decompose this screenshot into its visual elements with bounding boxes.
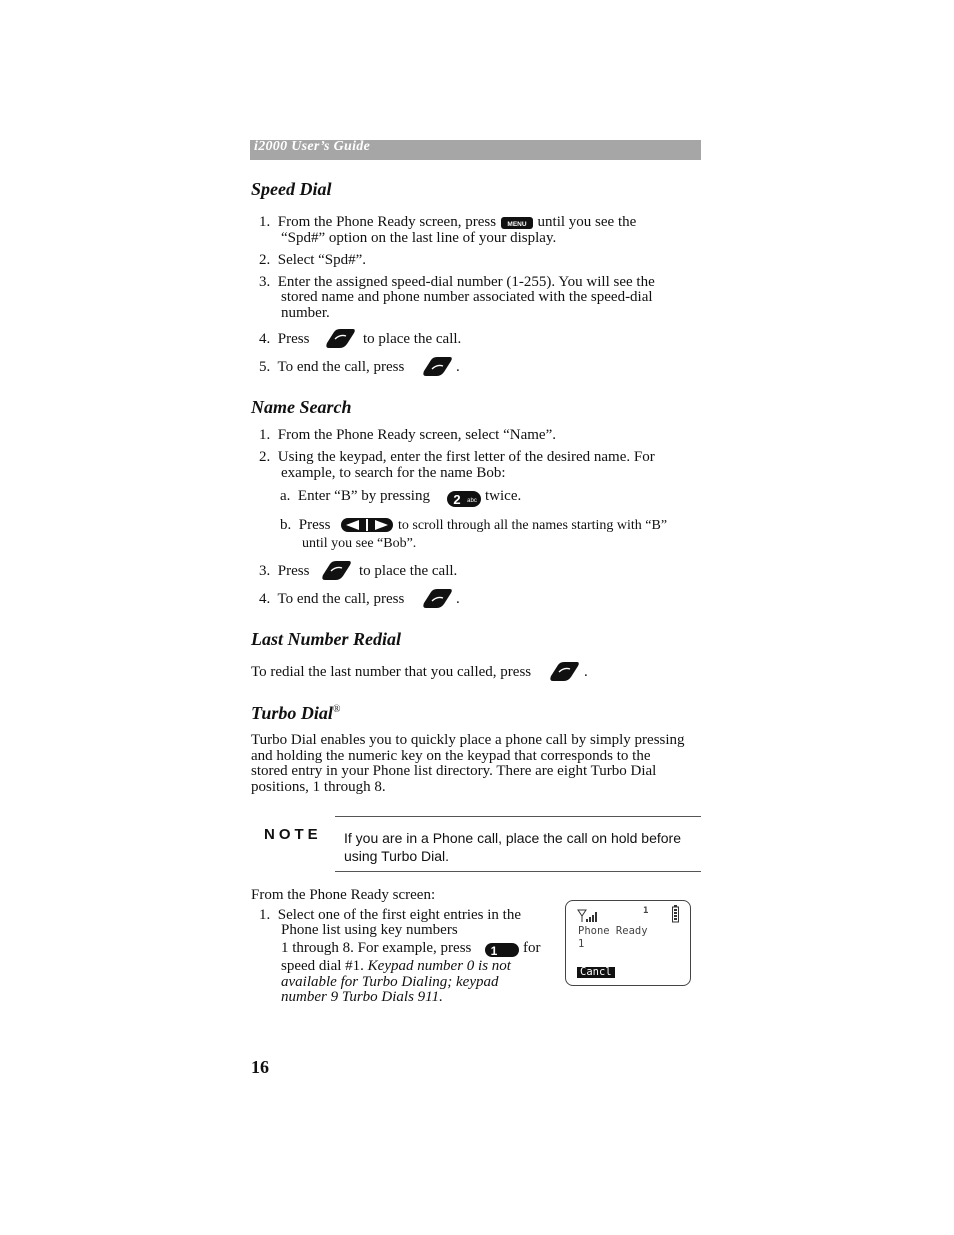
svg-text:abc: abc	[467, 498, 477, 504]
end-key-icon	[420, 588, 454, 610]
running-header: i2000 User’s Guide	[254, 139, 371, 154]
turbo-dial-heading: Turbo Dial®	[251, 703, 341, 723]
end-key-icon	[420, 356, 454, 378]
turbo-step-1-line3: 1 through 8. For example, press	[281, 940, 472, 956]
redial-text: To redial the last number that you called, press	[251, 664, 532, 680]
note-label: NOTE	[264, 826, 322, 843]
speed-dial-step-1: 1. From the Phone Ready screen, press MENU until you see the	[259, 214, 637, 230]
last-number-redial-heading: Last Number Redial	[251, 629, 402, 649]
speed-dial-step-5: 5. To end the call, press	[259, 359, 405, 375]
speed-dial-step-1-line2: “Spd#” option on the last line of your display.	[281, 230, 557, 246]
name-search-step-4: 4. To end the call, press	[259, 591, 405, 607]
turbo-dial-para-2: and holding the numeric key on the keypad that corresponds to the	[251, 748, 651, 764]
svg-text:1: 1	[490, 944, 498, 958]
name-search-step-1: 1. From the Phone Ready screen, select “Name”.	[259, 427, 556, 443]
turbo-dial-para-1: Turbo Dial enables you to quickly place a phone call by simply pressing	[251, 732, 685, 748]
battery-icon	[672, 905, 680, 923]
send-key-icon	[319, 560, 353, 582]
speed-dial-step-5-after: .	[456, 359, 460, 375]
name-search-step-3-after: to place the call.	[359, 563, 458, 579]
send-key-icon	[547, 661, 581, 683]
name-search-substep-b-line2: until you see “Bob”.	[302, 536, 417, 551]
speed-dial-step-3: 3. Enter the assigned speed-dial number (1-255). You will see the	[259, 274, 655, 290]
speed-dial-step-2: 2. Select “Spd#”.	[259, 252, 367, 268]
redial-text-after: .	[584, 664, 588, 680]
turbo-step-1-line6: number 9 Turbo Dials 911.	[281, 989, 443, 1005]
turbo-step-1: 1. Select one of the first eight entries in the	[259, 907, 522, 923]
softkey-cancel: Cancl	[577, 967, 615, 978]
note-text: If you are in a Phone call, place the call on hold before using Turbo Dial.	[344, 830, 681, 864]
key-2-abc-icon	[446, 490, 482, 508]
turbo-step-1-line5: available for Turbo Dialing; keypad	[281, 974, 499, 990]
svg-text:2: 2	[453, 492, 461, 507]
signal-strength-icon	[577, 909, 599, 923]
note-top-rule	[335, 816, 701, 817]
menu-key-icon	[500, 216, 534, 230]
from-screen-text: From the Phone Ready screen:	[251, 887, 436, 903]
turbo-dial-para-3: stored entry in your Phone list directory. There are eight Turbo Dial	[251, 763, 657, 779]
turbo-step-1-line2: Phone list using key numbers	[281, 922, 458, 938]
name-search-step-4-after: .	[456, 591, 460, 607]
display-line-2: 1	[578, 938, 585, 950]
turbo-step-1-line3-after: for	[523, 940, 541, 956]
key-1-icon	[484, 942, 520, 958]
turbo-step-1-line4: speed dial #1. Keypad number 0 is not	[281, 958, 511, 974]
speed-dial-step-4: 4. Press	[259, 331, 310, 347]
name-search-step-2-line2: example, to search for the name Bob:	[281, 465, 506, 481]
name-search-step-2: 2. Using the keypad, enter the first letter of the desired name. For	[259, 449, 655, 465]
line-indicator: 1	[643, 906, 649, 916]
speed-dial-heading: Speed Dial	[251, 179, 332, 199]
send-key-icon	[323, 328, 357, 350]
scroll-keys-icon	[340, 517, 394, 533]
name-search-substep-b: b. Press	[280, 517, 331, 533]
phone-display	[565, 900, 691, 986]
name-search-heading: Name Search	[251, 397, 352, 417]
speed-dial-step-4-after: to place the call.	[363, 331, 462, 347]
note-bottom-rule	[335, 871, 701, 872]
turbo-dial-para-4: positions, 1 through 8.	[251, 779, 386, 795]
name-search-substep-b-after: to scroll through all the names starting with “B”	[398, 518, 668, 533]
speed-dial-step-3-line2: stored name and phone number associated with the speed-dial	[281, 289, 653, 305]
display-line-1: Phone Ready	[578, 925, 648, 937]
page-number: 16	[251, 1057, 269, 1077]
name-search-substep-a: a. Enter “B” by pressing	[280, 488, 430, 504]
speed-dial-step-3-line3: number.	[281, 305, 330, 321]
svg-text:MENU: MENU	[507, 220, 527, 228]
name-search-substep-a-after: twice.	[485, 488, 522, 504]
name-search-step-3: 3. Press	[259, 563, 310, 579]
